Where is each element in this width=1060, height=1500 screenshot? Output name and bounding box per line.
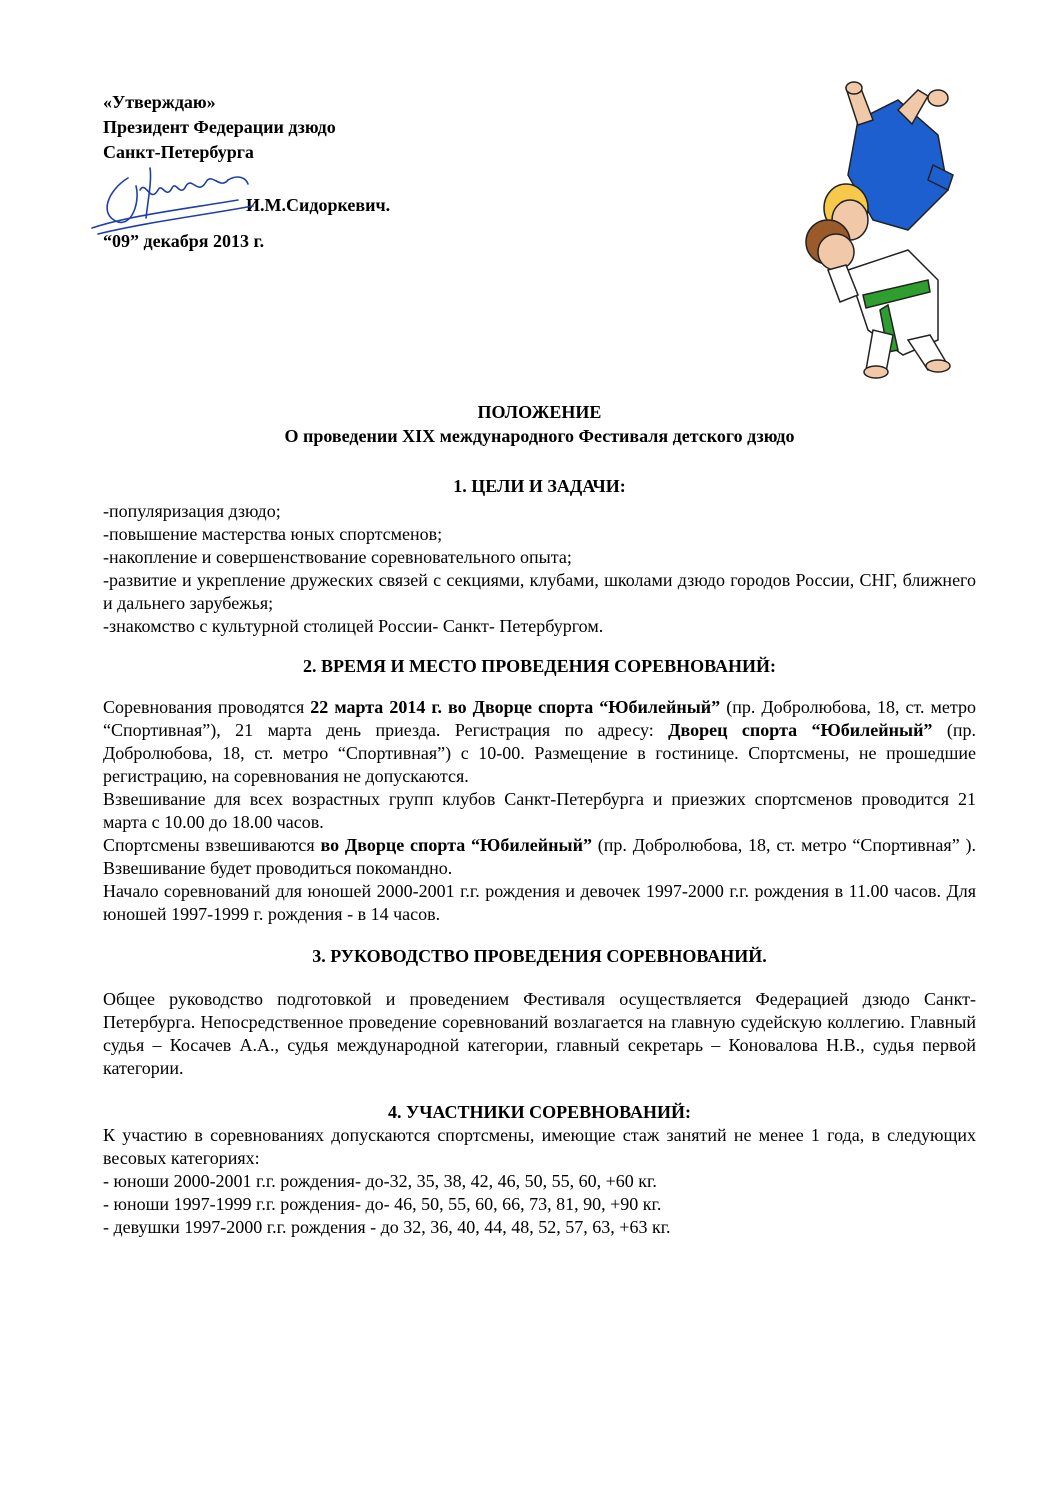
approval-position-line2: Санкт-Петербурга <box>103 142 254 162</box>
section4-list <box>103 1170 976 1239</box>
section2-paragraph-4: Начало соревнований для юношей 2000-2001 г.г. рождения и девочек 1997-2000 г.г. рождения в 11.00 часов. Для юношей 1997-1999 г. рождения - в 14 часов. <box>103 881 976 924</box>
list-item: - юноши 1997-1999 г.г. рождения- до- 46, 50, 55, 60, 66, 73, 81, 90, +90 кг. <box>103 1194 662 1214</box>
approval-approve: «Утверждаю» <box>103 92 216 112</box>
section3-paragraph-1: Общее руководство подготовкой и проведением Фестиваля осуществляется Федерацией дзюдо Санкт-Петербурга. Непосредственное проведение соревнований возлагается на главную судейскую коллегию. Главный судья – Косачев А.А., судья международной категории, главный секретарь – Коновалова Н.В., судья первой категории. <box>103 989 976 1078</box>
document-body <box>103 400 976 1239</box>
judo-kids-illustration <box>788 80 978 380</box>
text-run: (пр. Добролюбова, 18, ст. метро “Спортивная”) с 10-00. Размещение в гостинице. Спортсмены, не прошедшие регистрацию, на соревнования не допускаются. <box>103 720 976 786</box>
approval-date: “09” декабря 2013 г. <box>103 231 265 251</box>
approval-signer: И.М.Сидоркевич. <box>246 195 391 215</box>
list-item: -знакомство с культурной столицей России- Санкт- Петербургом. <box>103 616 604 636</box>
list-item: - юноши 2000-2001 г.г. рождения- до-32, 35, 38, 42, 46, 50, 55, 60, +60 кг. <box>103 1171 657 1191</box>
document-title: ПОЛОЖЕНИЕ <box>477 402 602 422</box>
section4-intro: К участию в соревнованиях допускаются спортсмены, имеющие стаж занятий не менее 1 года, в следующих весовых категориях: <box>103 1125 976 1168</box>
text-run: Соревнования проводятся <box>103 697 311 717</box>
text-run: Спортсмены взвешиваются <box>103 835 321 855</box>
document-subtitle: О проведении XIX международного Фестиваля детского дзюдо <box>284 426 795 446</box>
list-item: -накопление и совершенствование соревновательного опыта; <box>103 547 572 567</box>
text-run-bold: во Дворце спорта “Юбилейный” <box>320 835 592 855</box>
section1-heading: 1. ЦЕЛИ И ЗАДАЧИ: <box>453 476 626 496</box>
text-run-bold: Дворец спорта “Юбилейный” <box>668 720 933 740</box>
list-item: -повышение мастерства юных спортсменов; <box>103 524 443 544</box>
text-run-bold: 22 марта 2014 г. во Дворце спорта “Юбилейный” <box>310 697 721 717</box>
list-item: -развитие и укрепление дружеских связей с секциями, клубами, школами дзюдо городов России, СНГ, ближнего и дальнего зарубежья; <box>103 570 976 613</box>
section4-heading: 4. УЧАСТНИКИ СОРЕВНОВАНИЙ: <box>388 1102 691 1122</box>
section1-list <box>103 500 976 638</box>
text-run: (пр. Добролюбова, 18, ст. метро “Спортивная” ). Взвешивание будет проводиться покомандно. <box>103 835 976 878</box>
list-item: -популяризация дзюдо; <box>103 501 281 521</box>
signature-image <box>88 160 258 238</box>
section2-paragraph-3 <box>103 834 976 880</box>
list-item: - девушки 1997-2000 г.г. рождения - до 32, 36, 40, 44, 48, 52, 57, 63, +63 кг. <box>103 1217 671 1237</box>
approval-position-line1: Президент Федерации дзюдо <box>103 117 336 137</box>
section2-heading: 2. ВРЕМЯ И МЕСТО ПРОВЕДЕНИЯ СОРЕВНОВАНИЙ: <box>303 656 776 676</box>
text-run: (пр. Добролюбова, 18, ст. метро “Спортивная”), 21 марта день приезда. Регистрация по адресу: <box>103 697 976 740</box>
section2-paragraph-2: Взвешивание для всех возрастных групп клубов Санкт-Петербурга и приезжих спортсменов проводится 21 марта с 10.00 до 18.00 часов. <box>103 789 976 832</box>
section3-heading: 3. РУКОВОДСТВО ПРОВЕДЕНИЯ СОРЕВНОВАНИЙ. <box>312 946 767 966</box>
section2-paragraph-1 <box>103 696 976 788</box>
